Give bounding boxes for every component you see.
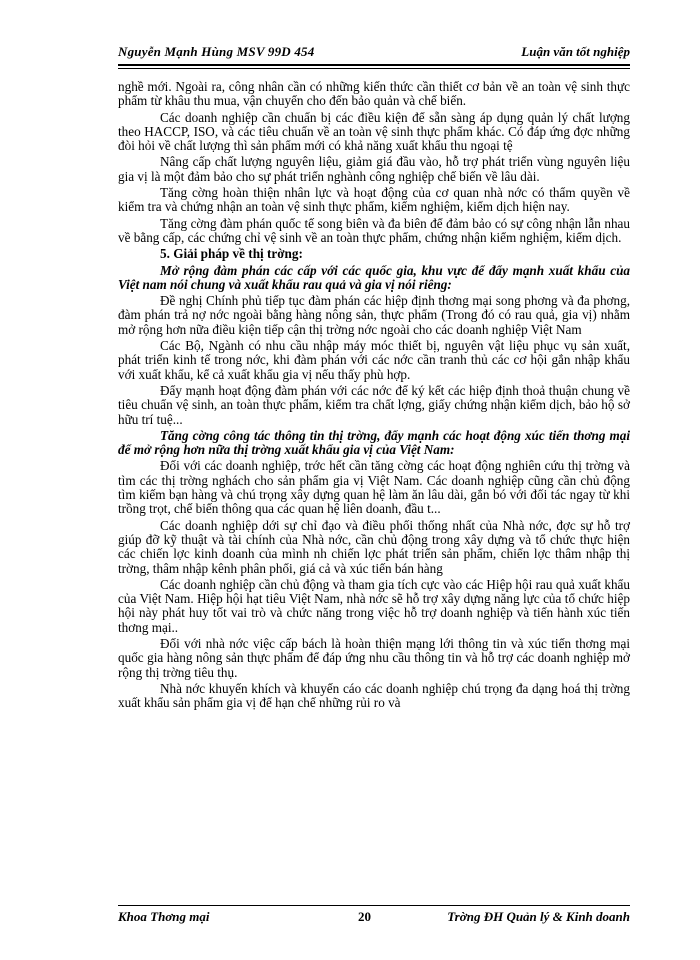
subheading: Tăng cờng công tác thông tin thị trờng, đẩy mạnh các hoạt động xúc tiến thơng mại để mở rộng hơn nữa thị trờng xuất khẩu gia vị của Việt Nam: — [118, 427, 630, 458]
header-rule-thin — [118, 68, 630, 69]
paragraph: Tăng cờng đàm phán quốc tế song biên và đa biên để đảm bảo có sự công nhận lẫn nhau về bằng cấp, các chứng chỉ vệ sinh về an toàn thực phẩm, chứng nhận kiểm nghiệm, kiểm dịch. — [118, 215, 630, 245]
paragraph: Nâng cấp chất lượng nguyên liệu, giảm giá đầu vào, hỗ trợ phát triển vùng nguyên liệu gia vị là một đảm bảo cho sự phát triển nghành công nghiệp chế biến về lâu dài. — [118, 154, 630, 184]
header-author: Nguyễn Mạnh Hùng MSV 99D 454 — [118, 44, 315, 59]
paragraph: Đối với các doanh nghiệp, trớc hết cần tăng cờng các hoạt động nghiên cứu thị trờng và tìm các thị trờng nghách cho sản phẩm gia vị Việt Nam. Các doanh nghiệp cũng cần chủ động tìm kiếm bạn hàng và chú trọng xây dựng quan hệ làm ăn lâu dài, gắn bó với đối tác ngay từ khi trồng trọt, chế biến thông qua các quan hệ liên doanh, đầu t... — [118, 458, 630, 517]
paragraph: Đề nghị Chính phủ tiếp tục đàm phán các hiệp định thơng mại song phơng và đa phơng, đàm phán trả nợ nớc ngoài bằng hàng nông sản, thực phẩm (Trong đó có rau quả, gia vị) nhằm mở rộng hơn nữa điều kiện tiếp cận thị trờng nớc ngoài cho các doanh nghiệp Việt Nam — [118, 293, 630, 337]
paragraph: Các Bộ, Ngành có nhu cầu nhập máy móc thiết bị, nguyên vật liệu phục vụ sản xuất, phát triển kinh tế trong nớc, khi đàm phán với các nớc cần tranh thủ các cơ hội gắn nhập khẩu với xuất khẩu, kể cả xuất khẩu gia vị nếu thấy phù hợp. — [118, 338, 630, 382]
subheading: Mở rộng đàm phán các cấp với các quốc gia, khu vực để đẩy mạnh xuất khẩu của Việt nam nói chung và xuất khẩu rau quả và gia vị nói riêng: — [118, 262, 630, 292]
page-footer — [118, 909, 630, 929]
page-body — [118, 80, 630, 712]
page-header — [118, 44, 630, 64]
paragraph: Các doanh nghiệp cần chuẩn bị các điều kiện để sẵn sàng áp dụng quản lý chất lượng theo HACCP, ISO, và các tiêu chuẩn về an toàn vệ sinh thực phẩm khác. Có đáp ứng đợc những đòi hỏi về chất lượng thì sản phẩm mới có khả năng xuất khẩu thu ngoại tệ — [118, 109, 630, 154]
footer-faculty: Khoa Thơng mại — [118, 909, 210, 924]
section-heading: 5. Giải pháp về thị trờng: — [160, 246, 303, 262]
paragraph: Các doanh nghiệp cần chủ động và tham gia tích cực vào các Hiệp hội rau quả xuất khẩu của Việt Nam. Hiệp hội hạt tiêu Việt Nam, nhà nớc sẽ hỗ trợ xây dựng năng lực của tổ chức hiệp hội này phát huy tốt vai trò và chức năng trong việc hỗ trợ doanh nghiệp và tiến hành xúc tiến thơng mại.. — [118, 576, 630, 635]
paragraph: Các doanh nghiệp dới sự chỉ đạo và điều phối thống nhất của Nhà nớc, đợc sự hỗ trợ giúp đỡ kỹ thuật và tài chính của Nhà nớc, cần chủ động trong xây dựng và tổ chức thực hiện các chiến lợc kinh doanh của mình nh chiến lợc phát triển sản phẩm, chiến lợc thâm nhập thị trờng, thâm nhập kênh phân phối, giá cả và xúc tiến bán hàng — [118, 517, 630, 576]
header-rule — [118, 64, 630, 66]
footer-university: Trờng ĐH Quản lý & Kinh doanh — [447, 909, 630, 924]
paragraph: Đẩy mạnh hoạt động đàm phán với các nớc để ký kết các hiệp định thoả thuận chung về tiêu chuẩn vệ sinh, an toàn thực phẩm, kiểm tra chất lợng, giấy chứng nhận kiểm dịch, bảo hộ sở hữu trí tuệ... — [118, 382, 630, 427]
header-title: Luận văn tốt nghiệp — [521, 44, 630, 59]
paragraph: Nhà nớc khuyến khích và khuyến cáo các doanh nghiệp chú trọng đa dạng hoá thị trờng xuất khẩu sản phẩm gia vị để hạn chế những rủi ro và — [118, 680, 630, 711]
page-number: 20 — [358, 909, 371, 924]
paragraph: nghề mới. Ngoài ra, công nhân cần có những kiến thức cần thiết cơ bản về an toàn vệ sinh thực phẩm từ khâu thu mua, vận chuyển cho đến bảo quản và chế biến. — [118, 79, 630, 109]
paragraph: Tăng cờng hoàn thiện nhân lực và hoạt động của cơ quan nhà nớc có thẩm quyền về kiểm tra và chứng nhận an toàn vệ sinh thực phẩm, kiểm nghiệm, kiểm dịch hiện nay. — [118, 185, 630, 215]
footer-rule — [118, 905, 630, 906]
paragraph: Đối với nhà nớc việc cấp bách là hoàn thiện mạng lới thông tin và xúc tiến thơng mại quốc gia hàng nông sản thực phẩm để đáp ứng nhu cầu thông tin và hỗ trợ các doanh nghiệp mở rộng thị trờng tiêu thụ. — [118, 635, 630, 680]
